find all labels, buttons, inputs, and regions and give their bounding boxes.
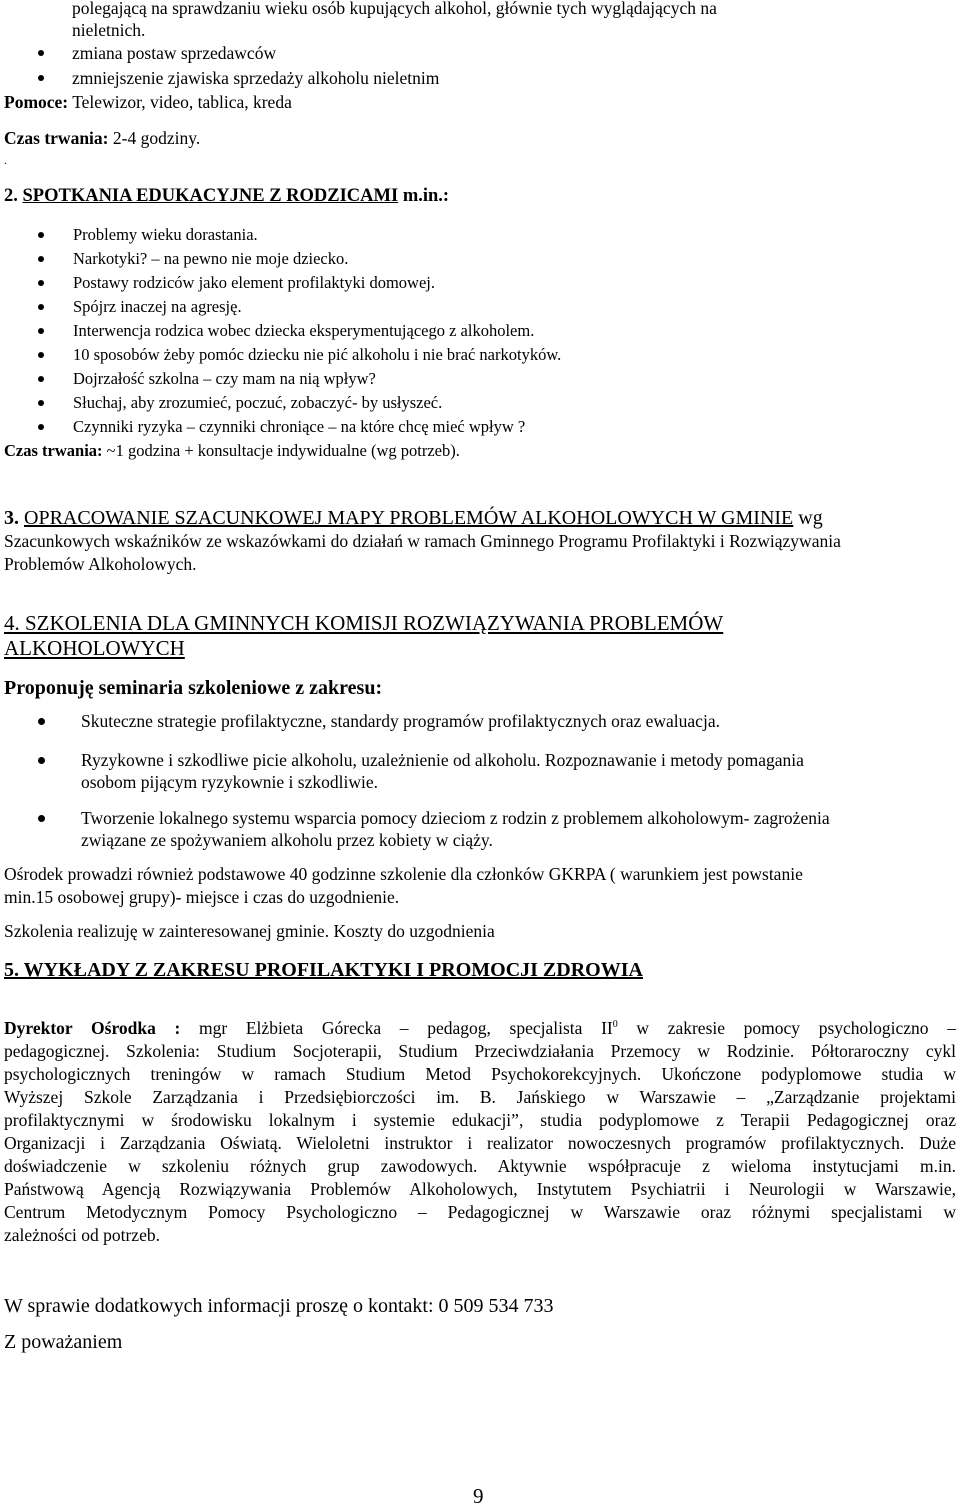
bullet-icon [38,376,44,382]
list-item: zmiana postaw sprzedawców [72,43,277,63]
section-5-heading: 5. WYKŁADY Z ZAKRESU PROFILAKTYKI I PROMOCJI ZDROWIA [4,959,643,981]
list-item: Spójrz inaczej na agresję. [73,297,242,316]
director-line: pedagogicznej. Szkolenia: Studium Socjoterapii, Studium Przeciwdziałania Przemocy w Rodzinie. Półtoraroczny cykl [4,1041,956,1061]
list-item-cont: osobom pijącym ryzykownie i szkodliwie. [81,772,378,792]
text-line: nieletnich. [72,20,146,40]
text-line: min.15 osobowej grupy)- miejsce i czas do uzgodnienie. [4,887,400,907]
page-number: 9 [473,1484,484,1508]
bullet-icon [38,400,44,406]
closing-line: Z poważaniem [4,1331,123,1353]
list-item: 10 sposobów żeby pomóc dziecku nie pić alkoholu i nie brać narkotyków. [73,345,562,364]
czas-line [4,128,200,149]
director-line: Państwową Agencją Rozwiązywania Problemów Alkoholowych, Instytutem Psychiatrii i Neurologii w Warszawie, [4,1179,956,1199]
section-4-heading: 4. SZKOLENIA DLA GMINNYCH KOMISJI ROZWIĄZYWANIA PROBLEMÓW [4,611,724,635]
director-text: mgr Elżbieta Górecka – pedagog, specjalista II [180,1018,613,1038]
section-suffix: wg [793,507,823,529]
director-text-tail: w zakresie pomocy psychologiczno – [617,1018,956,1038]
pomoce-text: Telewizor, video, tablica, kreda [68,92,292,112]
list-item: Postawy rodziców jako element profilaktyki domowej. [73,273,436,292]
section-number: 3. [4,507,19,529]
czas-line [4,441,460,461]
section-3-heading [4,506,823,530]
section-number: 2. [4,186,18,206]
pomoce-line [4,92,292,113]
section-4-heading-cont: ALKOHOLOWYCH [4,636,185,660]
list-item: Narkotyki? – na pewno nie moje dziecko. [73,249,349,268]
czas-text: ~1 godzina + konsultacje indywidualne (wg potrzeb). [102,441,460,460]
text-line: Szkolenia realizuję w zainteresowanej gminie. Koszty do uzgodnienia [4,921,495,941]
bullet-icon [38,232,44,238]
list-item: zmniejszenie zjawiska sprzedaży alkoholu nieletnim [72,68,440,88]
bullet-icon [38,424,44,430]
superscript: 0 [612,1019,618,1031]
czas-text: 2-4 godziny. [108,128,201,148]
director-line: Centrum Metodycznym Pomocy Psychologiczno – Pedagogicznej w Warszawie oraz różnymi specjalistami w [4,1202,956,1222]
section-suffix: m.in.: [398,186,450,206]
director-line: Organizacji i Zarządzania Oświatą. Wieloletni instruktor i realizator nowoczesnych programów profilaktycznych. Duże [4,1133,956,1153]
list-item: Skuteczne strategie profilaktyczne, standardy programów profilaktycznych oraz ewaluacja. [81,711,720,731]
section-2-heading [4,186,449,207]
czas-label: Czas trwania: [4,128,109,148]
list-item: Ryzykowne i szkodliwe picie alkoholu, uzależnienie od alkoholu. Rozpoznawanie i metody pomagania [81,750,804,770]
section-title: SPOTKANIA EDUKACYJNE Z RODZICAMI [22,186,399,206]
director-line [4,1018,956,1039]
text-line: Ośrodek prowadzi również podstawowe 40 godzinne szkolenie dla członków GKRPA ( warunkiem jest powstanie [4,864,803,884]
text-line: Problemów Alkoholowych. [4,554,197,574]
bullet-icon [38,352,44,358]
czas-label: Czas trwania: [4,441,103,460]
bullet-icon [38,256,44,262]
list-item: Interwencja rodzica wobec dziecka eksperymentującego z alkoholem. [73,321,535,340]
section-title: OPRACOWANIE SZACUNKOWEJ MAPY PROBLEMÓW ALKOHOLOWYCH W GMINIE [24,507,794,529]
bullet-icon [38,757,45,764]
list-item: Słuchaj, aby zrozumieć, poczuć, zobaczyć- by usłyszeć. [73,393,443,412]
dot-text: . [4,153,7,167]
list-item-cont: związane ze spożywaniem alkoholu przez kobiety w ciąży. [81,830,493,850]
director-label: Dyrektor Ośrodka : [4,1018,181,1038]
bullet-icon [38,304,44,310]
bullet-icon [38,75,44,81]
section-subtitle: Proponuję seminaria szkoleniowe z zakresu: [4,677,383,699]
list-item: Czynniki ryzyka – czynniki chroniące – na które chcę mieć wpływ ? [73,417,526,436]
director-line: Wyższej Szkole Zarządzania i Przedsiębiorczości im. B. Jańskiego w Warszawie – „Zarządzanie projektami [4,1087,956,1107]
bullet-icon [38,50,44,56]
bullet-icon [38,328,44,334]
director-line: doświadczenie w szkoleniu różnych grup zawodowych. Aktywnie współpracuje z wieloma instytucjami m.in. [4,1156,956,1176]
pomoce-label: Pomoce: [4,92,69,112]
list-item: Dojrzałość szkolna – czy mam na nią wpływ? [73,369,376,388]
text-line: polegającą na sprawdzaniu wieku osób kupujących alkohol, głównie tych wyglądających na [72,0,717,18]
bullet-icon [38,815,45,822]
contact-line: W sprawie dodatkowych informacji proszę o kontakt: 0 509 534 733 [4,1295,554,1317]
list-item: Problemy wieku dorastania. [73,225,258,244]
bullet-icon [38,718,45,725]
list-item: Tworzenie lokalnego systemu wsparcia pomocy dzieciom z rodzin z problemem alkoholowym- zagrożenia [81,808,830,828]
director-line: psychologicznych treningów w ramach Studium Metod Psychokorekcyjnych. Ukończone podyplomowe studia w [4,1064,956,1084]
director-line: zależności od potrzeb. [4,1225,160,1245]
director-line: profilaktycznymi w środowisku lokalnym i systemie edukacji”, studia podyplomowe z Terapii Pedagogicznej oraz [4,1110,956,1130]
bullet-icon [38,280,44,286]
text-line: Szacunkowych wskaźników ze wskazówkami do działań w ramach Gminnego Programu Profilaktyki i Rozwiązywania [4,531,841,551]
